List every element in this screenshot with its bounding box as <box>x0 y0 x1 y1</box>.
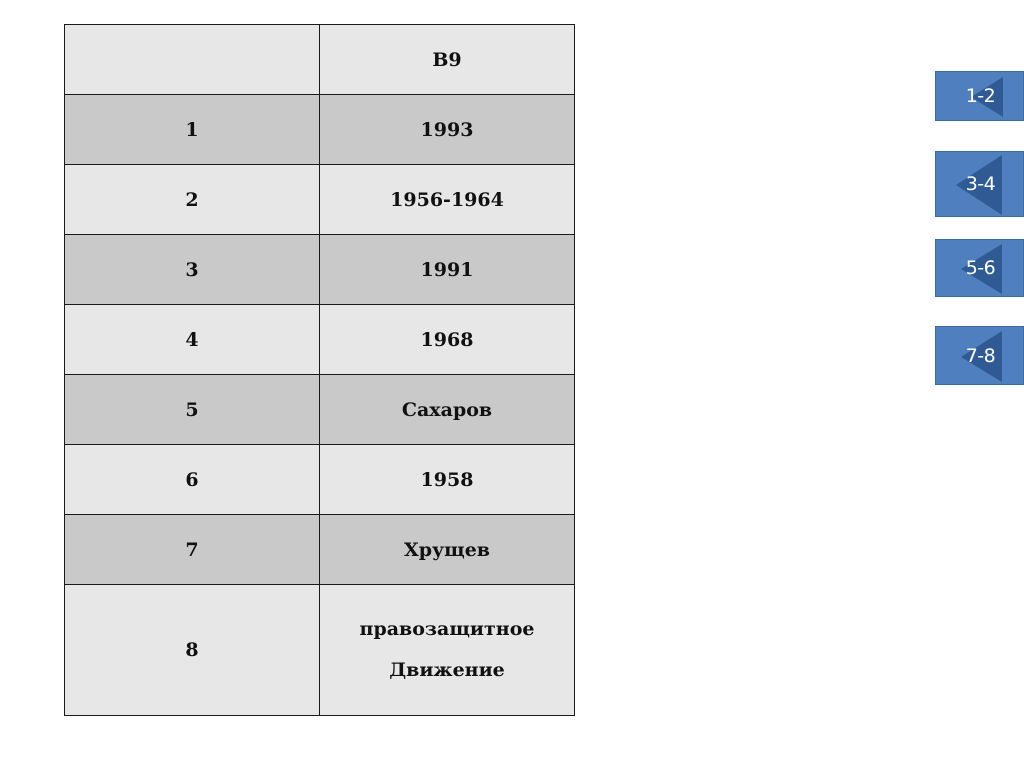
row-answer <box>320 375 575 445</box>
table-row <box>65 165 575 235</box>
row-number: 4 <box>65 305 320 375</box>
row-number: 8 <box>65 585 320 716</box>
row-answer <box>320 235 575 305</box>
row-number: 1 <box>65 95 320 165</box>
row-number: 5 <box>65 375 320 445</box>
table-row <box>65 585 575 716</box>
nav-button-label: 1-2 <box>965 85 996 107</box>
table-row <box>65 375 575 445</box>
table-row <box>65 305 575 375</box>
answer-text: 1958 <box>420 468 474 491</box>
row-answer <box>320 165 575 235</box>
table-header-row <box>65 25 575 95</box>
row-number: 6 <box>65 445 320 515</box>
row-answer <box>320 95 575 165</box>
answer-text-line-1: правозащитное <box>359 618 535 640</box>
table-row <box>65 445 575 515</box>
row-answer <box>320 515 575 585</box>
answer-text: 1968 <box>420 328 474 351</box>
answer-text-line-2: Движение <box>389 659 505 681</box>
answer-text: Хрущев <box>403 538 491 561</box>
answer-text: 1991 <box>420 258 474 281</box>
row-number: 2 <box>65 165 320 235</box>
nav-button-1-2[interactable] <box>935 71 1024 121</box>
row-answer <box>320 585 575 716</box>
answer-text: Сахаров <box>401 398 493 421</box>
row-answer <box>320 305 575 375</box>
table-row <box>65 95 575 165</box>
nav-button-label: 7-8 <box>965 344 996 367</box>
row-number: 3 <box>65 235 320 305</box>
nav-button-7-8[interactable] <box>935 326 1024 385</box>
table-row <box>65 235 575 305</box>
answer-text: 1993 <box>420 118 474 141</box>
answer-text: 1956-1964 <box>390 188 504 211</box>
nav-button-label: 5-6 <box>965 257 996 279</box>
row-number: 7 <box>65 515 320 585</box>
nav-button-label: 3-4 <box>965 173 996 195</box>
answers-table <box>64 24 575 716</box>
header-cell-empty <box>65 25 320 95</box>
table-row <box>65 515 575 585</box>
nav-button-3-4[interactable] <box>935 151 1024 217</box>
nav-button-5-6[interactable] <box>935 239 1024 297</box>
header-cell-task: B9 <box>320 25 575 95</box>
row-answer <box>320 445 575 515</box>
